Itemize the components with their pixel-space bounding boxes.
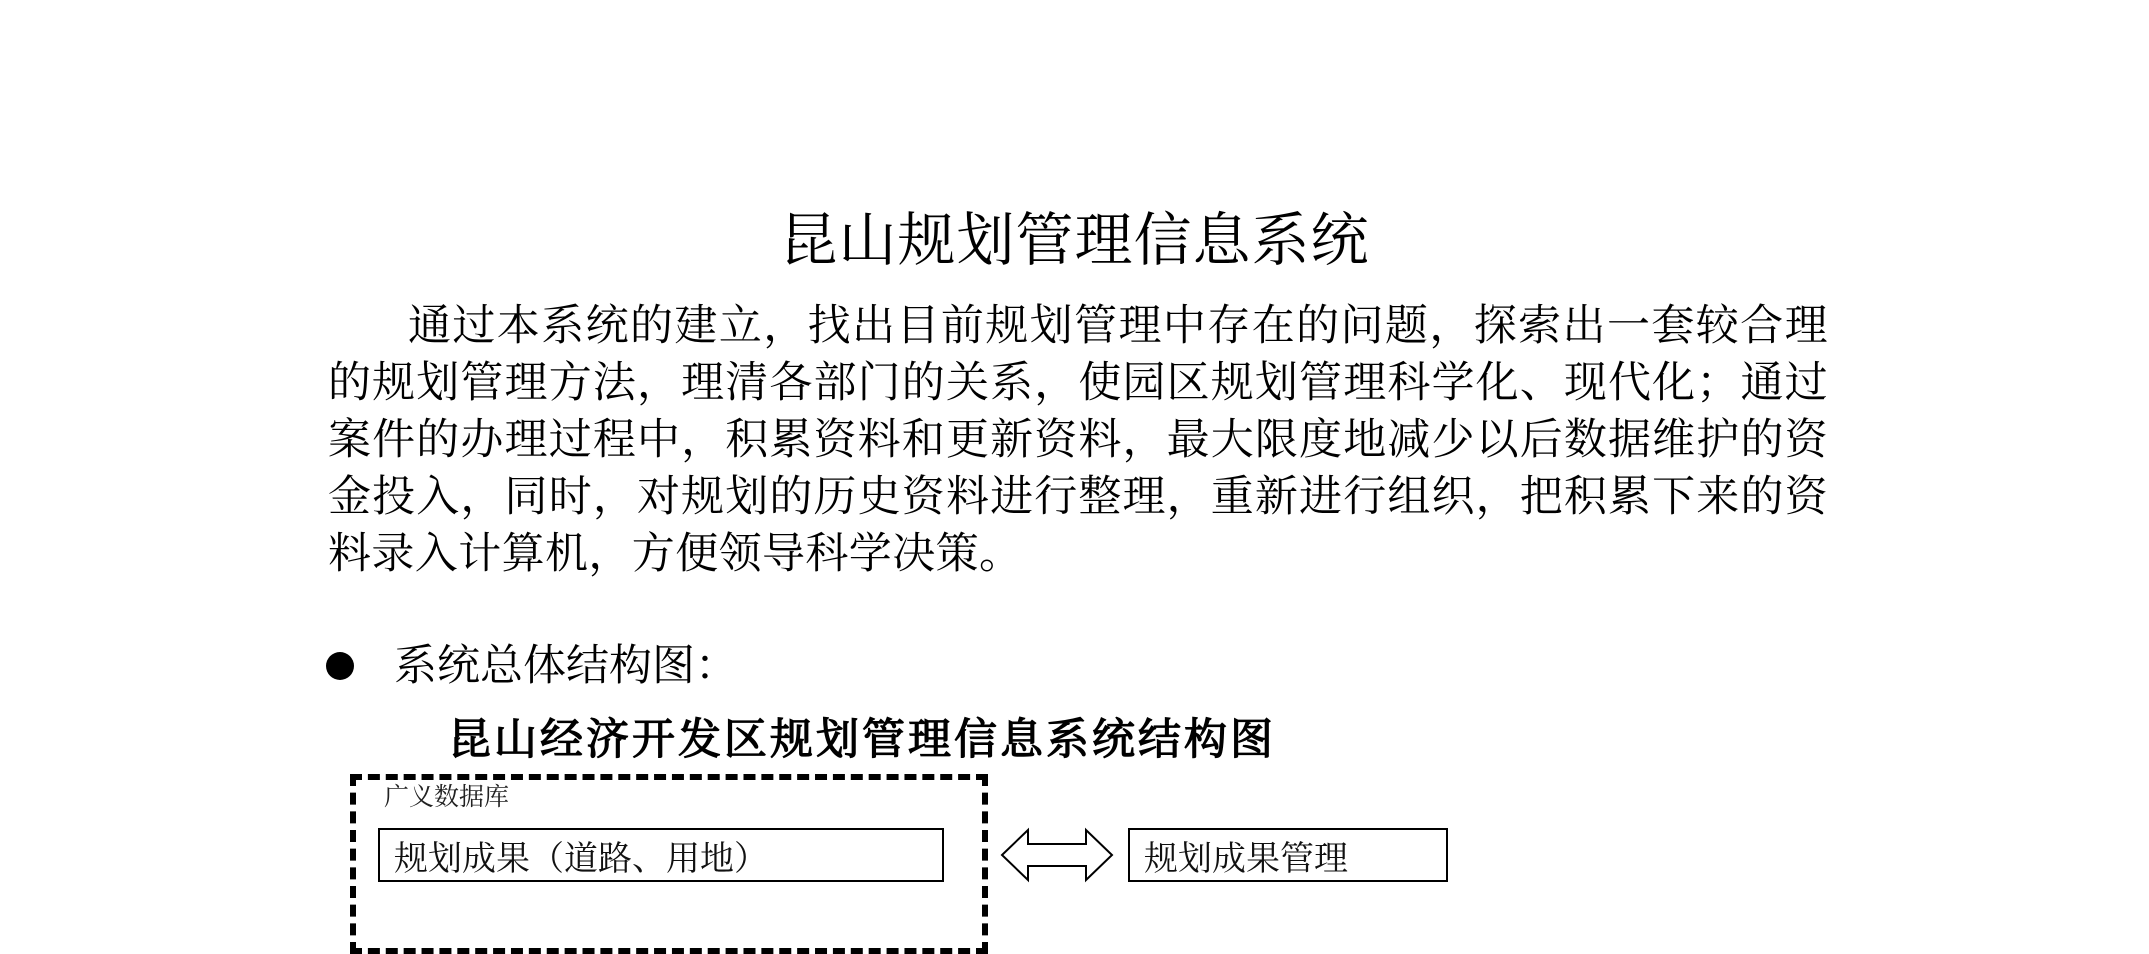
bullet-item <box>326 636 738 696</box>
diagram-title: 昆山经济开发区规划管理信息系统结构图 <box>448 715 1276 765</box>
database-label: 广义数据库 <box>384 782 510 811</box>
bullet-dot-icon <box>326 652 354 680</box>
planning-management-box: 规划成果管理 <box>1128 828 1448 882</box>
bullet-text: 系统总体结构图： <box>394 640 738 691</box>
planning-result-box: 规划成果（道路、用地） <box>378 828 944 882</box>
double-arrow-icon <box>1000 826 1114 884</box>
page-title: 昆山规划管理信息系统 <box>779 206 1370 274</box>
intro-paragraph: 通过本系统的建立，找出目前规划管理中存在的问题，探索出一套较合理的规划管理方法，理清各部门的关系，使园区规划管理科学化、现代化；通过案件的办理过程中，积累资料和更新资料，最大限度地减少以后数据维护的资金投入，同时，对规划的历史资料进行整理，重新进行组织，把积累下来的资料录入计算机，方便领导科学决策。 <box>328 301 1828 579</box>
